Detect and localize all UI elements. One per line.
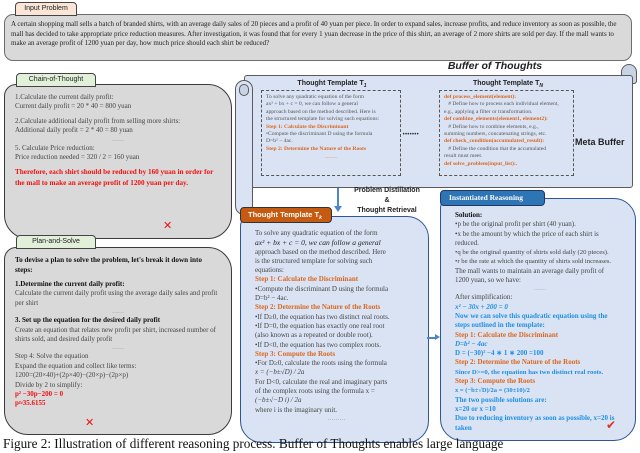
distillation-label: Problem Distillation & Thought Retrieval (354, 187, 420, 214)
plan-and-solve-box (4, 247, 232, 435)
ps-step1-text: Calculate the current daily profit using the average daily sales and profit per shirt (15, 289, 218, 307)
cot-line: 5. Calculate Price reduction: (15, 143, 95, 152)
ps-answer: p≈35.6155 (15, 399, 46, 408)
plan-and-solve-label: Plan-and-Solve (16, 235, 96, 249)
wrong-x-icon: ✕ (163, 219, 173, 232)
meta-buffer-label: Meta Buffer (575, 137, 625, 147)
ps-step3-text: Create an equation that relates new profit per shirt, increased number of shirts sold, and desired daily profit (15, 325, 216, 344)
ps-step4-line: Divide by 2 to simplify: (15, 380, 83, 389)
cot-ellipsis: …… (112, 136, 124, 143)
template-1-content: To solve any quadratic equation of the form ax² + bx + c = 0, we can follow a general approach based on the method described. Here is the structured template for solving such equations: Step 1: Calculate the Discriminant •Compute the discriminant D using the formula D=b² − 4ac. Step 2: Determine the Nature of the Roots …… (261, 90, 401, 176)
cot-line: 2.Calculate additional daily profit from selling more shirts: (15, 116, 181, 125)
ps-step1-title: 1.Determine the current daily profit: (15, 280, 125, 288)
input-problem-box (4, 14, 632, 61)
ps-step4-line: Expand the equation and collect like terms: (15, 361, 137, 370)
thought-template-k-label: Thought Template $T_k$ (240, 207, 332, 223)
chain-of-thought-box (4, 84, 232, 239)
retrieval-arrow-line (337, 188, 339, 208)
template-n-content: def process_element(element): # Define how to process each individual element, e.g., applying a filter or transformation. def combine_elements(element1, element2): # Define how to combine elements, e.g., summing numbers, concatenating strings, etc. def check_condition(accumulated_result): # Define the condition that the accumulated result must meet. def solve_problem(input_list):. (439, 90, 574, 176)
ps-equation: p² −30p−200 = 0 (15, 390, 64, 399)
template-n-title: Thought Template $T_N$ (473, 80, 543, 90)
ps-ellipsis: …… (112, 345, 124, 352)
wrong-x-icon: ✕ (85, 416, 95, 429)
scroll-roll-decoration (235, 80, 253, 215)
cot-line: 1.Calculate the current daily profit: (15, 93, 114, 101)
instantiated-reasoning-label: Instantiated Reasoning (440, 190, 545, 206)
thought-template-k-box: To solve any quadratic equation of the form ax² + bx + c = 0, we can follow a general approach based on the method described. Here is the structured template for solving such equations: Step 1: Calculate the Discriminant •Compute the discriminant D using the formula D=b² − 4ac. Step 2: Determine the Nature of the Roots •If D≥0, the equation has two distinct real roots. •If D=0, the equation has exactly one real root (also known as a repeated or double root). •If D<0, the equation has two complex roots. Step 3: Compute the Roots •For D≥0, calculate the roots using the formula x = (−b±√D) / 2a For D<0, calculate the real and imaginary parts of the complex roots using the formula x = (−b±√−D i) / 2a where i is the imaginary unit. ……… (240, 216, 429, 443)
cot-line: Additional daily profit = 2 * 40 = 80 yuan (15, 126, 133, 135)
down-arrow-icon (334, 206, 342, 212)
template-1-title: Thought Template $T_1$ (297, 80, 367, 90)
ps-intro: To devise a plan to solve the problem, let's break it down into steps: (15, 256, 202, 274)
input-problem-label: Input Problem (15, 2, 77, 16)
cot-conclusion: Therefore, each shirt should be reduced by 160 yuan in order for the mall to make an average profit of 1200 yuan per day. (15, 168, 214, 187)
buffer-of-thoughts-title: Buffer of Thoughts (447, 60, 543, 72)
templates-ellipsis: ······· (402, 129, 419, 140)
figure-caption: Figure 2: Illustration of different reasoning process. Buffer of Thoughts enables large language (3, 436, 504, 451)
cot-line: Price reduction needed = 320 / 2 = 160 yuan (15, 153, 140, 162)
cot-line: Current daily profit = 20 * 40 = 800 yuan (15, 102, 132, 111)
ps-step4-line: 1200=(20×40)+(2p×40)−(20×p)−(2p×p) (15, 371, 129, 380)
ps-ellipsis: …… (112, 309, 124, 316)
correct-check-icon: ✔ (606, 418, 617, 432)
ps-step3-title: 3. Set up the equation for the desired daily profit (15, 316, 161, 325)
input-problem-text: A certain shopping mall sells a batch of branded shirts, with an average daily sales of 20 pieces and a profit of 40 yuan per piece. In order to expand sales, increase profits, and reduce inventory as soon as possible, the mall has decided to take appropriate price reduction measures. After investigation, it was found that for every 1 yuan decrease in the price of this shirt, an average of 2 more shirts are sold per day. If the mall wants to make an average profit of 1200 yuan per day, how much price should each shirt be reduced? (11, 20, 617, 48)
instantiated-reasoning-box: Solution: •p be the original profit per shirt (40 yuan). •x be the amount by which the price of each shirt is reduced. •q be the original quantity of shirts sold daily (20 pieces). •r be the rate at which the quantity of shirts sold increases. The mall wants to maintain an average daily profit of 1200 yuan, so we have: …… After simplification: x² − 30x + 200 = 0 Now we can solve this quadratic equation using the steps outlined in the template: Step 1: Calculate the Discriminant D=b² − 4ac D = (−30)² −4 ∗ 1 ∗ 200 =100 Step 2: Determine the Nature of the Roots Since D>=0, the equation has two distinct real roots. Step 3: Compute the Roots x = (−b±√D)/2a = (30±10)/2 The two possible solutions are: x=20 or x =10 Due to reducing inventory as soon as possible, x=20 is taken ✔ (440, 198, 636, 441)
ps-step4-line: Step 4: Solve the equation (15, 352, 89, 361)
chain-of-thought-label: Chain-of-Thought (16, 73, 96, 87)
